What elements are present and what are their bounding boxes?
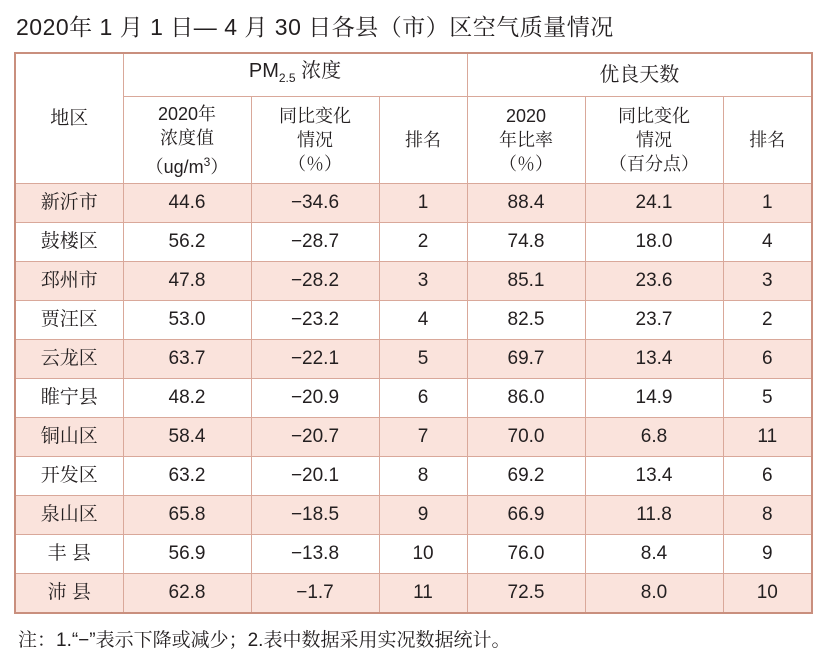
table-note: 注：1.“−”表示下降或减少；2.表中数据采用实况数据统计。: [18, 630, 511, 651]
cell-pm-change: −20.9: [251, 379, 379, 418]
cell-pm-rank: 3: [379, 262, 467, 301]
pm-change-line1: 同比变化: [279, 106, 351, 126]
cell-days-change: 6.8: [585, 418, 723, 457]
cell-days-rank: 9: [723, 535, 812, 574]
cell-pm-change: −22.1: [251, 340, 379, 379]
cell-region: 云龙区: [15, 340, 123, 379]
days-change-line2: 情况: [636, 130, 673, 150]
cell-pm-value: 47.8: [123, 262, 251, 301]
cell-region: 铜山区: [15, 418, 123, 457]
cell-pm-rank: 5: [379, 340, 467, 379]
table-row: [15, 340, 812, 379]
cell-pm-value: 48.2: [123, 379, 251, 418]
cell-days-rank: 11: [723, 418, 812, 457]
column-header-days-rate: [467, 97, 585, 184]
cell-pm-value: 62.8: [123, 574, 251, 614]
air-quality-table: [14, 52, 813, 614]
cell-days-rank: 4: [723, 223, 812, 262]
cell-days-rate: 82.5: [467, 301, 585, 340]
cell-days-change: 8.0: [585, 574, 723, 614]
cell-days-change: 23.6: [585, 262, 723, 301]
cell-pm-value: 58.4: [123, 418, 251, 457]
cell-days-rank: 6: [723, 457, 812, 496]
table-body: [15, 184, 812, 614]
cell-region: 开发区: [15, 457, 123, 496]
cell-days-change: 13.4: [585, 457, 723, 496]
pm-value-line1: 2020年: [157, 103, 217, 124]
cell-pm-change: −20.1: [251, 457, 379, 496]
cell-pm-change: −34.6: [251, 184, 379, 223]
cell-days-rate: 70.0: [467, 418, 585, 457]
header-group-row: [15, 53, 812, 97]
cell-days-rate: 88.4: [467, 184, 585, 223]
cell-days-rate: 85.1: [467, 262, 585, 301]
table-row: [15, 223, 812, 262]
cell-days-rate: 76.0: [467, 535, 585, 574]
cell-region: 邳州市: [15, 262, 123, 301]
cell-pm-value: 56.9: [123, 535, 251, 574]
cell-days-rate: 66.9: [467, 496, 585, 535]
cell-days-change: 23.7: [585, 301, 723, 340]
cell-pm-rank: 4: [379, 301, 467, 340]
cell-days-rank: 6: [723, 340, 812, 379]
cell-days-rate: 69.7: [467, 340, 585, 379]
pm-value-line2: 浓度值: [160, 127, 214, 148]
cell-pm-change: −28.7: [251, 223, 379, 262]
cell-days-rate: 72.5: [467, 574, 585, 614]
cell-pm-value: 44.6: [123, 184, 251, 223]
cell-pm-change: −13.8: [251, 535, 379, 574]
cell-pm-change: −18.5: [251, 496, 379, 535]
column-header-pm-rank: 排名: [379, 97, 467, 184]
table-row: [15, 574, 812, 614]
table-row: [15, 184, 812, 223]
column-header-pm25-group: $PM_{2.5}$ 浓度: [123, 53, 467, 97]
cell-pm-value: 53.0: [123, 301, 251, 340]
cell-region: 沛 县: [15, 574, 123, 614]
cell-pm-rank: 8: [379, 457, 467, 496]
table-row: [15, 262, 812, 301]
cubic-superscript: 3: [203, 154, 211, 169]
days-rate-line1: 2020: [505, 106, 547, 126]
days-change-line1: 同比变化: [618, 106, 691, 126]
cell-days-rank: 5: [723, 379, 812, 418]
cell-days-rank: 8: [723, 496, 812, 535]
cell-region: 鼓楼区: [15, 223, 123, 262]
pm-change-line2: 情况: [297, 130, 333, 150]
table-row: [15, 301, 812, 340]
days-rate-line2: 年比率: [499, 130, 554, 150]
column-header-pm-change: [251, 97, 379, 184]
days-change-line3: （百分点）: [609, 154, 700, 174]
cell-region: 新沂市: [15, 184, 123, 223]
cell-days-rate: 74.8: [467, 223, 585, 262]
cell-pm-rank: 10: [379, 535, 467, 574]
column-header-days-rank: 排名: [723, 97, 812, 184]
cell-days-rate: 69.2: [467, 457, 585, 496]
column-header-days-change: [585, 97, 723, 184]
cell-days-change: 13.4: [585, 340, 723, 379]
cell-pm-rank: 7: [379, 418, 467, 457]
cell-pm-rank: 6: [379, 379, 467, 418]
cell-days-rank: 2: [723, 301, 812, 340]
cell-days-change: 8.4: [585, 535, 723, 574]
days-rate-line3: （％）: [499, 154, 554, 174]
column-header-region: 地区: [15, 53, 123, 184]
column-header-good-days-group: 优良天数: [467, 53, 812, 97]
header-sub-row: [15, 97, 812, 184]
cell-pm-value: 65.8: [123, 496, 251, 535]
page-title: 2020年 1 月 1 日— 4 月 30 日各县（市）区空气质量情况: [16, 14, 614, 40]
cell-region: 贾汪区: [15, 301, 123, 340]
cell-pm-rank: 11: [379, 574, 467, 614]
pm25-subscript: 2.5: [278, 71, 296, 85]
cell-days-change: 24.1: [585, 184, 723, 223]
table-row: [15, 535, 812, 574]
cell-days-rank: 1: [723, 184, 812, 223]
cell-pm-rank: 1: [379, 184, 467, 223]
cell-days-rate: 86.0: [467, 379, 585, 418]
table-row: [15, 379, 812, 418]
cell-region: 睢宁县: [15, 379, 123, 418]
pm-change-line3: （％）: [288, 154, 342, 174]
cell-days-change: 11.8: [585, 496, 723, 535]
table-row: [15, 418, 812, 457]
cell-pm-change: −20.7: [251, 418, 379, 457]
pm-value-line3: $(ug/m^3)$: [145, 154, 229, 177]
table-row: [15, 496, 812, 535]
cell-pm-value: 63.2: [123, 457, 251, 496]
cell-days-change: 18.0: [585, 223, 723, 262]
cell-days-rank: 10: [723, 574, 812, 614]
cell-days-rank: 3: [723, 262, 812, 301]
cell-pm-value: 63.7: [123, 340, 251, 379]
cell-pm-change: −23.2: [251, 301, 379, 340]
cell-days-change: 14.9: [585, 379, 723, 418]
cell-pm-change: −28.2: [251, 262, 379, 301]
column-header-pm-value: [123, 97, 251, 184]
table-row: [15, 457, 812, 496]
cell-region: 泉山区: [15, 496, 123, 535]
cell-pm-change: −1.7: [251, 574, 379, 614]
cell-pm-rank: 9: [379, 496, 467, 535]
table-header: [15, 53, 812, 184]
cell-pm-value: 56.2: [123, 223, 251, 262]
cell-region: 丰 县: [15, 535, 123, 574]
cell-pm-rank: 2: [379, 223, 467, 262]
